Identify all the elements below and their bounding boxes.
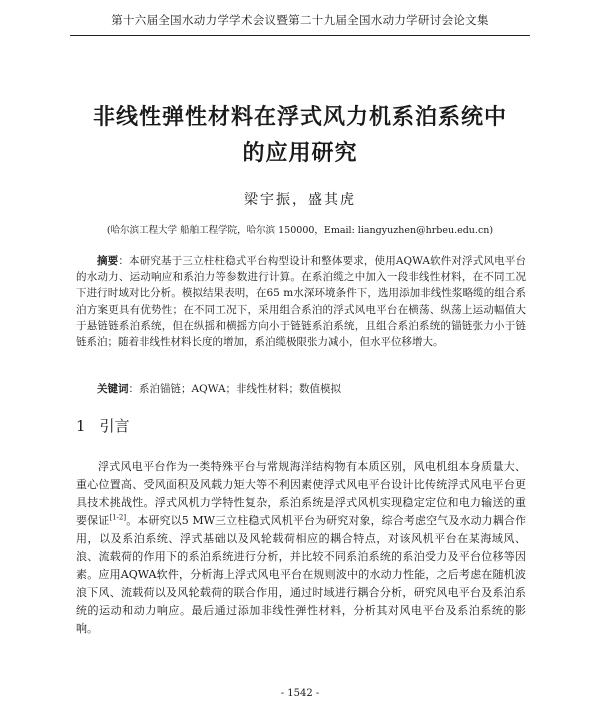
title-line-1: 非线性弹性材料在浮式风力机系泊系统中 — [92, 105, 507, 130]
abstract-text: ：本研究基于三立柱柱稳式平台构型设计和整体要求，使用AQWA软件对浮式风电平台的水动力、运动响应和系泊力等参数进行计算。在系泊缆之中加入一段非线性材料，在不同工况下进行时域对比分析。模拟结果表明，在65 m水深环境条件下，选用添加非线性浆略缆的组合系泊方案更具有优势性；在不同工况下，采用组合系泊的浮式风电平台在横荡、纵荡上运动幅值大于悬链链系泊系统，但在纵摇和横摇方向小于链链系泊系统，且组合系泊系统的锚链张力小于链链系泊；随着非线性材料长度的增加，系泊缆极限张力减小，但水平位移增大。 — [76, 255, 527, 349]
keywords-text: ：系泊锚链；AQWA；非线性材料；数值模拟 — [128, 383, 342, 395]
keywords — [76, 381, 526, 397]
body-paragraph — [76, 458, 526, 638]
authors: 梁宇振，盛其虎 — [244, 192, 356, 208]
section-heading-introduction — [76, 415, 130, 436]
affiliation: (哈尔滨工程大学 船舶工程学院，哈尔滨 150000，Email: liangyuzhen@hrbeu.edu.cn) — [106, 225, 494, 236]
running-header: 第十六届全国水动力学学术会议暨第二十九届全国水动力学研讨会论文集 — [70, 12, 530, 36]
title-line-2: 的应用研究 — [242, 141, 358, 166]
paper-title — [40, 100, 560, 172]
paragraph-text-b: 。本研究以5 MW三立柱稳式风机平台为研究对象，综合考虑空气及水动力耦合作用，以及系泊系统、浮式基础以及风轮载荷相应的耦合特点，对该风机平台在某海域风、浪、流载荷的作用下的系泊系统进行分析，并比较不同系泊系统的系泊受力及平台位移等因素。应用AQWA软件，分析海上浮式风电平台在规则波中的水动力性能，之后考虑在随机波浪下风、流载荷以及风轮载荷的联合作用，通过时域进行耦合分析，研究风电平台及系泊系统的运动和动力响应。最后通过添加非线性弹性材料，分析其对风电平台及系泊系统的影响。 — [76, 514, 527, 635]
keywords-label: 关键词 — [97, 383, 129, 395]
paragraph-text-a: 浮式风电平台作为一类特殊平台与常规海洋结构物有本质区别，风电机组本身质量大、重心位置高、受风面积及风载力矩大等不利因素使浮式风电平台设计比传统浮式风电平台更具技术挑战性。浮式风机力学特性复杂，系泊系统是浮式风机实现稳定定位和电力输送的重要保证 — [76, 460, 526, 527]
section-title: 引言 — [99, 417, 130, 435]
section-number: 1 — [76, 417, 86, 435]
page-number: - 1542 - — [280, 688, 320, 699]
citation-ref[interactable]: [1-2] — [109, 513, 127, 522]
abstract — [76, 253, 526, 350]
abstract-label: 摘要 — [97, 255, 119, 267]
